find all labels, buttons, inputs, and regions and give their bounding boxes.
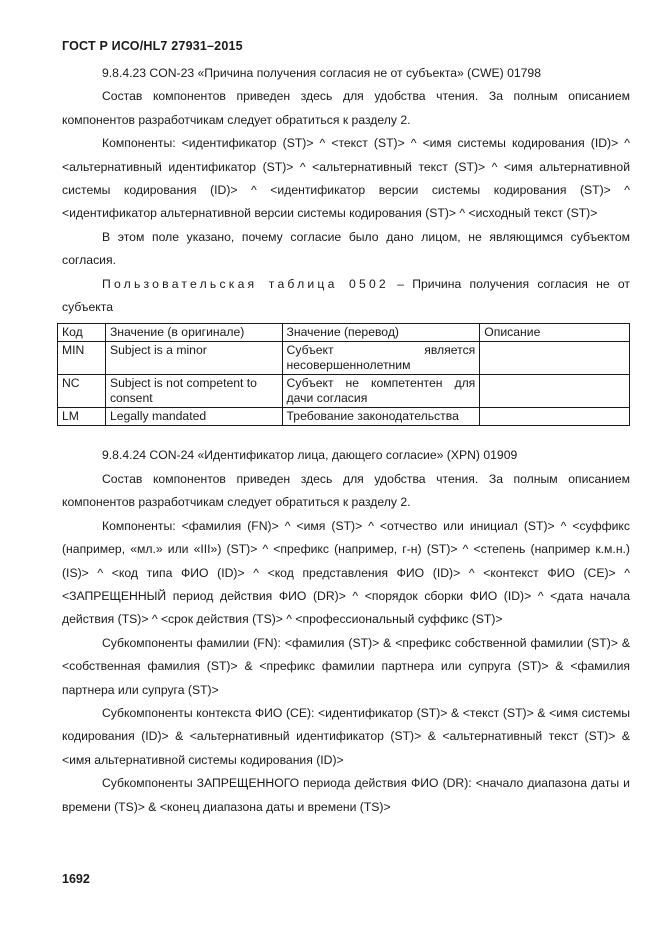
page-number: 1692 [62,872,90,886]
document-body [62,62,630,819]
table-header-row [58,324,630,342]
cell-translation: Требование законодательства [282,408,480,426]
table-row [58,408,630,426]
field-definition: В этом поле указано, почему согласие было дано лицом, не являющимся субъектом согласия. [62,229,630,268]
components-paragraph: Компоненты: <идентификатор (ST)> ^ <текст (ST)> ^ <имя системы кодирования (ID)> ^ <альтернативный идентификатор (ST)> ^ <альтернативный текст (ST)> ^ <имя альтернативной системы кодирования (ID)> ^ <идентификатор версии системы кодирования (ST)> ^ <идентификатор альтернативной версии системы кодирования (ST)> ^ <исходный текст (ST)> [62,136,630,221]
section-heading-con23: 9.8.4.23 CON-23 «Причина получения согласия не от субъекта» (CWE) 01798 [102,66,541,80]
table-caption-dash: – [397,276,404,291]
cell-description [480,408,630,426]
cell-code: MIN [58,342,106,375]
cell-original: Subject is a minor [105,342,282,375]
composition-note: Состав компонентов приведен здесь для удобства чтения. За полным описанием компонентов разработчикам следует обратиться к разделу 2. [62,89,630,127]
table-caption-text: Причина получения согласия не от субъекта [62,276,630,315]
cell-translation: Субъект не компетентен для дачи согласия [282,375,480,408]
document-header: ГОСТ Р ИСО/HL7 27931–2015 [62,39,243,53]
user-table-0502 [57,323,630,426]
composition-note: Состав компонентов приведен здесь для удобства чтения. За полным описанием компонентов разработчикам следует обратиться к разделу 2. [62,471,630,510]
table-row [58,375,630,408]
column-header-original: Значение (в оригинале) [105,324,282,342]
cell-description [480,342,630,375]
components-paragraph: Компоненты: <фамилия (FN)> ^ <имя (ST)> ^ <отчество или инициал (ST)> ^ <суффикс (например, «мл.» или «III») (ST)> ^ <префикс (например, г-н) (ST)> ^ <степень (например к.м.н.) (IS)> ^ <код типа ФИО (ID)> ^ <код представления ФИО (ID)> ^ <контекст ФИО (CE)> ^ <ЗАПРЕЩЕННЫЙ период действия ФИО (DR)> ^ <порядок сборки ФИО (ID)> ^ <дата начала действия (TS)> ^ <срок действия (TS)> ^ <профессиональный суффикс (ST)> [62,518,630,627]
section-heading-con24: 9.8.4.24 CON-24 «Идентификатор лица, дающего согласие» (XPN) 01909 [102,448,518,463]
period-subcomponents: Субкомпоненты ЗАПРЕЩЕННОГО периода действия ФИО (DR): <начало диапазона даты и времени (TS)> & <конец диапазона даты и времени (TS)> [62,776,630,814]
column-header-code: Код [58,324,106,342]
cell-original: Legally mandated [105,408,282,426]
cell-code: LM [58,408,106,426]
column-header-description: Описание [480,324,630,342]
cell-original: Subject is not competent to consent [105,375,282,408]
cell-code: NC [58,375,106,408]
surname-subcomponents: Субкомпоненты фамилии (FN): <фамилия (ST)> & <префикс собственной фамилии (ST)> & <собственная фамилия (ST)> & <префикс фамилии партнера или супруга (ST)> & <фамилия партнера или супруга (ST)> [62,635,630,697]
cell-translation: Субъект является несовершеннолетним [282,342,480,375]
context-subcomponents: Субкомпоненты контекста ФИО (CE): <идентификатор (ST)> & <текст (ST)> & <имя системы кодирования (ID)> & <альтернативный идентификатор (ST)> & <альтернативный текст (ST)> & <имя альтернативной системы кодирования (ID)> [62,705,630,767]
cell-description [480,375,630,408]
table-caption [62,273,630,320]
table-caption-label: Пользовательская таблица 0502 [102,276,389,291]
column-header-translation: Значение (перевод) [282,324,480,342]
table-row [58,342,630,375]
